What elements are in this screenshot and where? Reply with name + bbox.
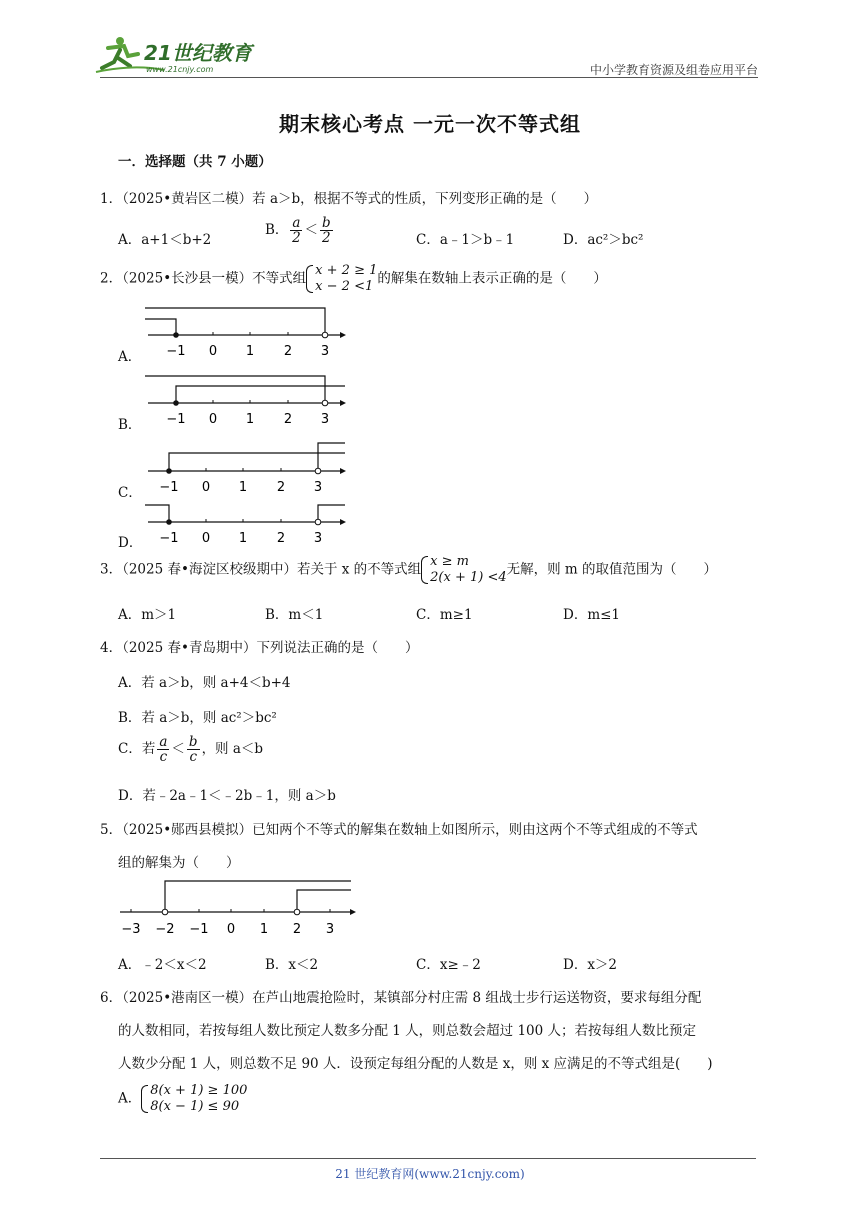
q2-option-d-number-line [140, 502, 350, 548]
q4-option-a: A．若 a＞b，则 a+4＜b+4 [118, 675, 291, 691]
q3-option-a: A．m＞1 [118, 607, 177, 623]
q4-option-c: C．若 $\frac{a}{c}$ ＜ $\frac{b}{c}$ ，则 a＜b [118, 734, 264, 765]
q5-option-c: C．x≥﹣2 [416, 957, 481, 973]
q1-option-c: C．a﹣1＞b﹣1 [416, 232, 515, 248]
q3-inequality-system: x ≥ m 2(x + 1) <4 [421, 554, 506, 586]
svg-text:1: 1 [259, 922, 269, 937]
q6-option-a: A． 8(x + 1) ≥ 100 8(x − 1) ≤ 90 [118, 1083, 248, 1114]
svg-text:−1: −1 [166, 412, 186, 427]
logo-url: www.21cnjy.com [146, 65, 214, 74]
header-divider [100, 77, 758, 78]
q5-option-d: D．x＞2 [563, 957, 618, 973]
q4-option-d: D．若﹣2a﹣1＜﹣2b﹣1，则 a＞b [118, 788, 336, 804]
q5-option-b: B．x＜2 [265, 957, 319, 973]
svg-text:2: 2 [276, 480, 286, 495]
svg-text:0: 0 [226, 922, 236, 937]
svg-text:0: 0 [201, 480, 211, 495]
q1-option-a: A．a+1＜b+2 [118, 232, 212, 248]
svg-text:1: 1 [245, 412, 255, 427]
svg-text:1: 1 [245, 344, 255, 359]
svg-text:−2: −2 [155, 922, 175, 937]
question-5-stem-line1: 5．（2025•郧西县模拟）已知两个不等式的解集在数轴上如图所示，则由这两个不等式组成的不等式 [100, 822, 698, 838]
svg-text:2: 2 [276, 531, 286, 546]
svg-text:−1: −1 [159, 480, 179, 495]
svg-text:3: 3 [313, 531, 323, 546]
platform-name: 中小学教育资源及组卷应用平台 [589, 63, 758, 77]
q5-option-a: A．﹣2＜x＜2 [118, 957, 207, 973]
svg-text:2: 2 [283, 412, 293, 427]
q2-option-c-label: C． [118, 485, 142, 501]
svg-text:0: 0 [208, 344, 218, 359]
svg-text:0: 0 [201, 531, 211, 546]
svg-text:−1: −1 [166, 344, 186, 359]
svg-text:3: 3 [313, 480, 323, 495]
section-heading: 一．选择题（共 7 小题） [118, 154, 272, 170]
svg-text:−1: −1 [159, 531, 179, 546]
q1-option-d: D．ac²＞bc² [563, 232, 644, 248]
logo-text: 21世纪教育 [144, 41, 252, 65]
svg-text:1: 1 [238, 531, 248, 546]
svg-text:2: 2 [292, 922, 302, 937]
svg-text:0: 0 [208, 412, 218, 427]
q3-option-d: D．m≤1 [563, 607, 621, 623]
site-logo [94, 34, 264, 76]
footer-text[interactable]: 21 世纪教育网(www.21cnjy.com) [335, 1167, 525, 1181]
q2-option-a-number-line [140, 305, 350, 360]
q2-option-b-label: B． [118, 417, 142, 433]
question-5-stem-line2: 组的解集为（ ） [118, 855, 240, 871]
q4-option-b: B．若 a＞b，则 ac²＞bc² [118, 710, 277, 726]
svg-text:3: 3 [320, 412, 330, 427]
q2-option-b-number-line [140, 373, 350, 428]
q5-number-line [115, 876, 360, 938]
question-3-stem: 3．（2025 春•海淀区校级期中）若关于 x 的不等式组 x ≥ m 2(x + 1) <4 无解，则 m 的取值范围为（ ） [100, 554, 718, 585]
question-6-line1: 6．（2025•港南区一模）在芦山地震抢险时，某镇部分村庄需 8 组战士步行运送物资，要求每组分配 [100, 990, 702, 1006]
svg-text:2: 2 [283, 344, 293, 359]
q1-option-b: B． $\frac{a}{2}$ ＜ $\frac{b}{2}$ [265, 215, 331, 246]
question-6-line3: 人数少分配 1 人，则总数不足 90 人．设预定每组分配的人数是 x，则 x 应满足的不等式组是( ) [118, 1056, 713, 1072]
svg-text:3: 3 [320, 344, 330, 359]
q2-option-c-number-line [140, 440, 350, 496]
svg-text:−3: −3 [121, 922, 141, 937]
question-2-stem: 2．（2025•长沙县一模）不等式组 x + 2 ≥ 1 x − 2 <1 的解集在数轴上表示正确的是（ ） [100, 263, 607, 294]
svg-text:1: 1 [238, 480, 248, 495]
question-4-stem: 4．（2025 春•青岛期中）下列说法正确的是（ ） [100, 640, 419, 656]
question-6-line2: 的人数相同，若按每组人数比预定人数多分配 1 人，则总数会超过 100 人；若按每组人数比预定 [118, 1023, 697, 1039]
question-1-stem: 1．（2025•黄岩区二模）若 a＞b，根据不等式的性质，下列变形正确的是（ ） [100, 191, 598, 207]
svg-text:3: 3 [325, 922, 335, 937]
q2-inequality-system: x + 2 ≥ 1 x − 2 <1 [306, 263, 377, 295]
svg-text:−1: −1 [189, 922, 209, 937]
q3-option-c: C．m≥1 [416, 607, 473, 623]
q2-option-d-label: D． [118, 535, 143, 551]
q2-option-a-label: A． [118, 349, 142, 365]
footer-divider [100, 1158, 756, 1159]
page-title: 期末核心考点 一元一次不等式组 [279, 112, 581, 136]
q3-option-b: B．m＜1 [265, 607, 324, 623]
